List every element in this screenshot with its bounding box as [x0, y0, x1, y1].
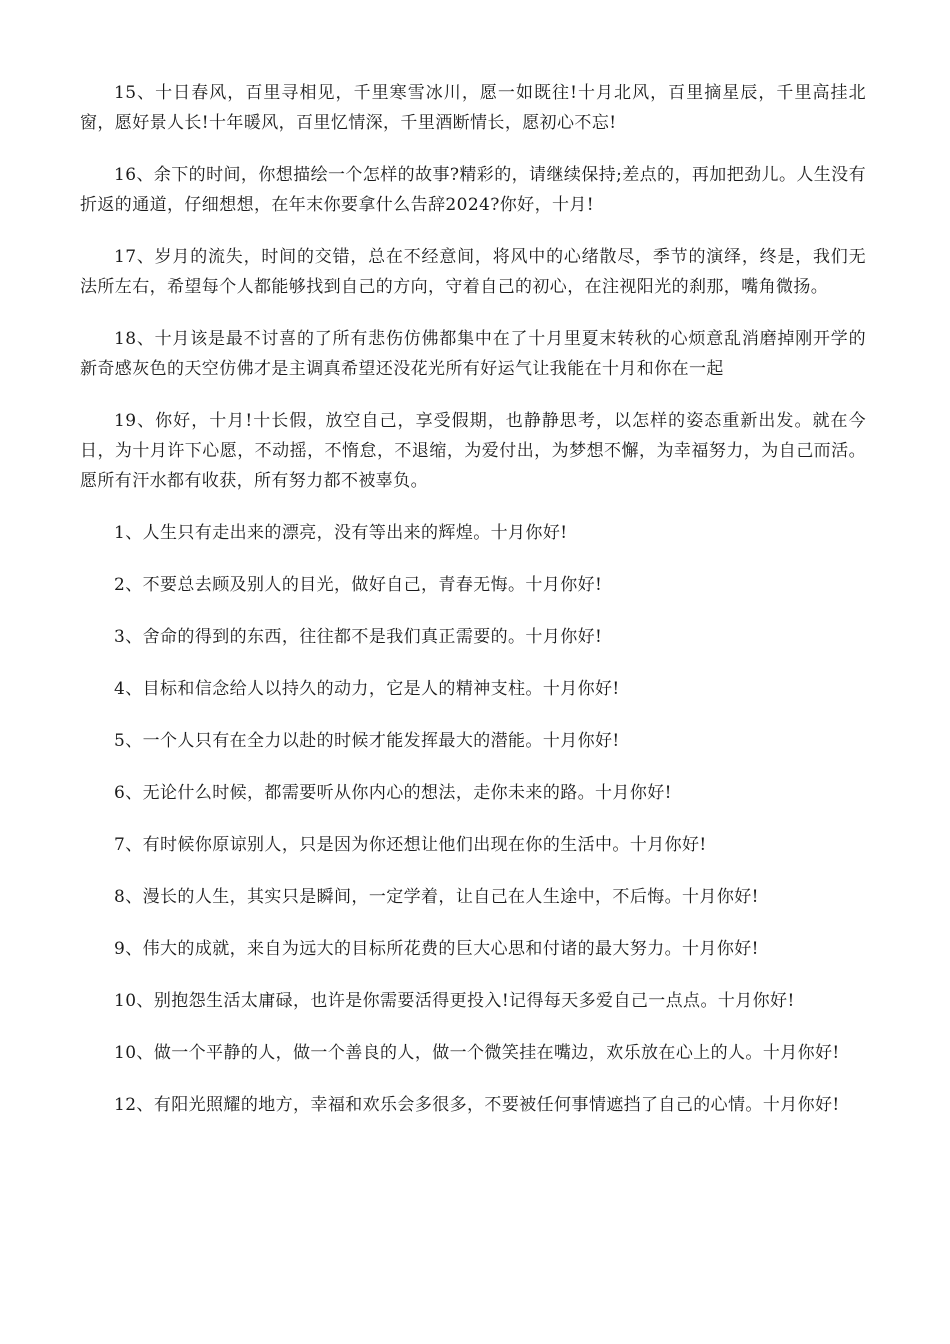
- list-item-10a: 10、别抱怨生活太庸碌，也许是你需要活得更投入!记得每天多爱自己一点点。十月你好!: [114, 991, 795, 1011]
- list-item-12: 12、有阳光照耀的地方，幸福和欢乐会多很多，不要被任何事情遮挡了自己的心情。十月你好!: [114, 1095, 840, 1115]
- list-item-1: 1、人生只有走出来的漂亮，没有等出来的辉煌。十月你好!: [114, 523, 568, 543]
- paragraph-15: 15、十日春风，百里寻相见，千里寒雪冰川，愿一如既往!十月北风，百里摘星辰，千里高挂北窗，愿好景人长!十年暖风，百里忆情深，千里酒断情长，愿初心不忘!: [80, 83, 866, 133]
- list-item-3: 3、舍命的得到的东西，往往都不是我们真正需要的。十月你好!: [114, 627, 603, 647]
- list-item-7: 7、有时候你原谅别人，只是因为你还想让他们出现在你的生活中。十月你好!: [114, 835, 707, 855]
- paragraph-18: 18、十月该是最不讨喜的了所有悲伤仿佛都集中在了十月里夏末转秋的心烦意乱消磨掉刚开学的新奇感灰色的天空仿佛才是主调真希望还没花光所有好运气让我能在十月和你在一起: [80, 329, 866, 379]
- paragraph-19: 19、你好，十月!十长假，放空自己，享受假期，也静静思考，以怎样的姿态重新出发。就在今日，为十月许下心愿，不动摇，不惰怠，不退缩，为爱付出，为梦想不懈，为幸福努力，为自己而活。愿所有汗水都有收获，所有努力都不被辜负。: [80, 411, 866, 491]
- list-item-9: 9、伟大的成就，来自为远大的目标所花费的巨大心思和付诸的最大努力。十月你好!: [114, 939, 759, 959]
- list-item-6: 6、无论什么时候，都需要听从你内心的想法，走你未来的路。十月你好!: [114, 783, 672, 803]
- paragraph-17: 17、岁月的流失，时间的交错，总在不经意间，将风中的心绪散尽，季节的演绎，终是，我们无法所左右，希望每个人都能够找到自己的方向，守着自己的初心，在注视阳光的刹那，嘴角微扬。: [80, 247, 866, 297]
- document-body: [80, 78, 866, 1142]
- paragraph-16: 16、余下的时间，你想描绘一个怎样的故事?精彩的，请继续保持;差点的，再加把劲儿。人生没有折返的通道，仔细想想，在年末你要拿什么告辞2024?你好，十月!: [80, 165, 866, 215]
- list-item-4: 4、目标和信念给人以持久的动力，它是人的精神支柱。十月你好!: [114, 679, 620, 699]
- list-item-2: 2、不要总去顾及别人的目光，做好自己，青春无悔。十月你好!: [114, 575, 603, 595]
- list-item-10b: 10、做一个平静的人，做一个善良的人，做一个微笑挂在嘴边，欢乐放在心上的人。十月你好!: [114, 1043, 840, 1063]
- list-item-5: 5、一个人只有在全力以赴的时候才能发挥最大的潜能。十月你好!: [114, 731, 620, 751]
- list-item-8: 8、漫长的人生，其实只是瞬间，一定学着，让自己在人生途中，不后悔。十月你好!: [114, 887, 759, 907]
